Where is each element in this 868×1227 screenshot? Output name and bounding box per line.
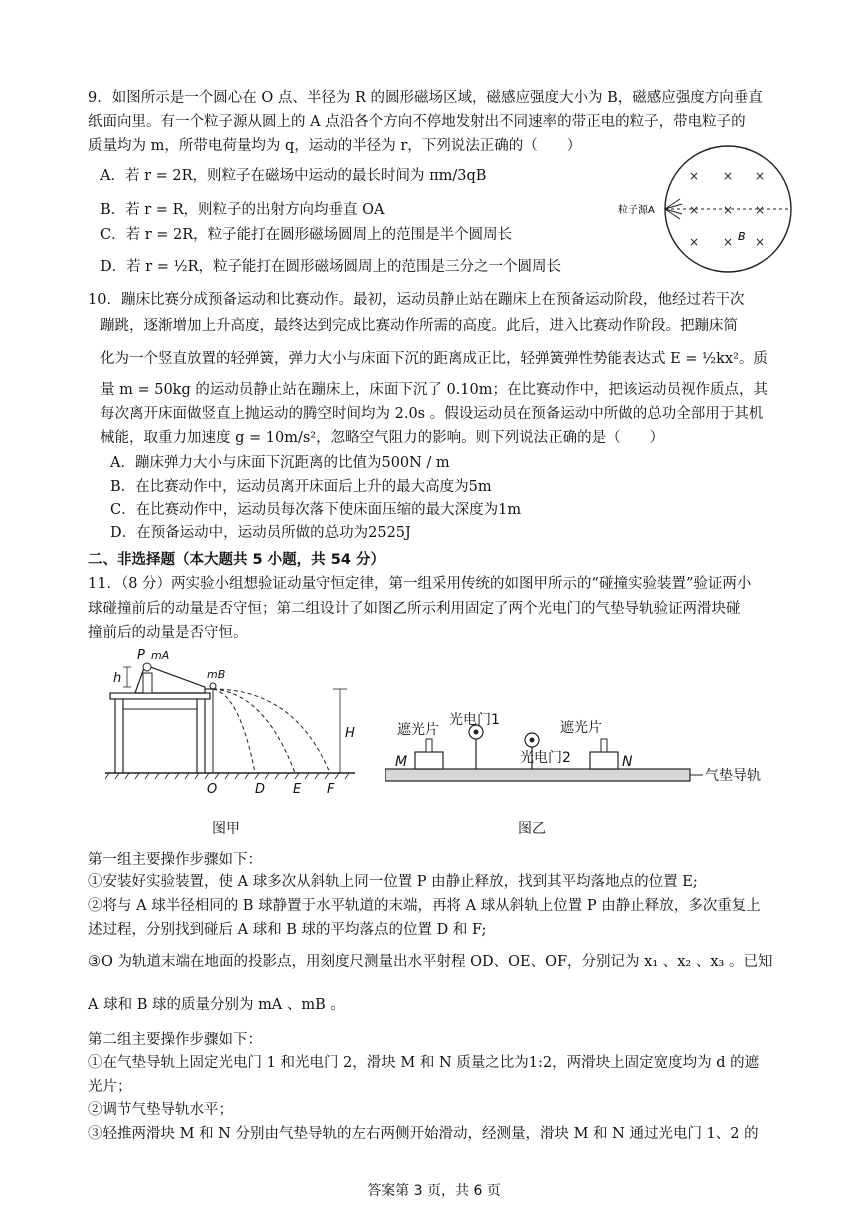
group2-title: 第二组主要操作步骤如下：: [88, 1032, 262, 1048]
group1-step-2b: 述过程，分别找到碰后 A 球和 B 球的平均落点的位置 D 和 F;: [88, 922, 487, 938]
label-M: M: [395, 754, 408, 770]
svg-text:×: ×: [754, 169, 766, 183]
group1-title: 第一组主要操作步骤如下：: [88, 852, 262, 868]
q10-option-b: B．在比赛动作中，运动员离开床面后上升的最大高度为5m: [110, 479, 492, 495]
q9-magnetic-field-figure: [610, 142, 810, 277]
section-heading: 二、非选择题（本大题共 5 小题，共 54 分）: [88, 552, 385, 568]
q9-line-1: 9．如图所示是一个圆心在 O 点、半径为 R 的圆形磁场区域，磁感应强度大小为 B，磁感应强度方向垂直: [88, 90, 763, 106]
q10-line-5: 每次离开床面做竖直上抛运动的腾空时间均为 2.0s 。假设运动员在预备运动中所做的总功全部用于其机: [100, 406, 764, 422]
group2-step-1b: 光片；: [88, 1079, 132, 1095]
label-N: N: [622, 754, 633, 770]
label-E: E: [293, 782, 302, 797]
q10-line-1: 10．蹦床比赛分成预备运动和比赛动作。最初，运动员静止站在蹦床上在预备运动阶段，他经过若干次: [88, 292, 745, 308]
figure-jia-caption: 图甲: [212, 821, 240, 837]
label-gate-2: 光电门2: [520, 750, 571, 766]
label-h: h: [113, 671, 122, 686]
label-gate-1: 光电门1: [449, 712, 500, 728]
label-P: P: [137, 648, 145, 663]
svg-text:×: ×: [688, 235, 700, 249]
q10-line-3: 化为一个竖直放置的轻弹簧，弹力大小与床面下沉的距离成正比，轻弹簧弹性势能表达式 E = ½kx²。质: [100, 351, 768, 367]
group1-step-3: ③O 为轨道末端在地面的投影点，用刻度尺测量出水平射程 OD、OE、OF，分别记为 x₁ 、x₂ 、x₃ 。已知: [88, 954, 773, 970]
svg-text:×: ×: [754, 235, 766, 249]
label-D: D: [255, 782, 266, 797]
group1-step-1: ①安装好实验装置，使 A 球多次从斜轨上同一位置 P 由静止释放，找到其平均落地点的位置 E;: [88, 874, 698, 890]
q9-option-b: B．若 r = R，则粒子的出射方向均垂直 OA: [100, 202, 385, 218]
q11-line-2: 球碰撞前后的动量是否守恒；第二组设计了如图乙所示利用固定了两个光电门的气垫导轨验证两滑块碰: [88, 601, 741, 617]
page-footer: 答案第 3 页，共 6 页: [367, 1183, 501, 1199]
q9-field-label: B: [738, 230, 746, 243]
q10-line-2: 蹦跳，逐渐增加上升高度，最终达到完成比赛动作所需的高度。此后，进入比赛动作阶段。把蹦床简: [100, 318, 738, 334]
q10-option-c: C．在比赛动作中，运动员每次落下使床面压缩的最大深度为1m: [110, 502, 522, 518]
q11-line-1: 11．（8 分）两实验小组想验证动量守恒定律，第一组采用传统的如图甲所示的“碰撞实验装置”验证两小: [88, 576, 752, 592]
q11-line-3: 撞前后的动量是否守恒。: [88, 625, 248, 641]
label-F: F: [327, 782, 335, 797]
q9-line-2: 纸面向里。有一个粒子源从圆上的 A 点沿各个方向不停地发射出不同速率的带正电的粒子，带电粒子的: [88, 114, 746, 130]
svg-text:×: ×: [688, 169, 700, 183]
q10-line-4: 量 m = 50kg 的运动员静止站在蹦床上，床面下沉了 0.10m；在比赛动作中，把该运动员视作质点，其: [100, 382, 768, 398]
label-shade-1: 遮光片: [397, 722, 439, 738]
figure-yi-air-track: [385, 712, 785, 792]
figure-jia-collision-apparatus: [105, 645, 360, 800]
q10-line-6: 械能，取重力加速度 g = 10m/s²，忽略空气阻力的影响。则下列说法正确的是（ ）: [100, 430, 665, 446]
label-O: O: [207, 782, 218, 797]
q9-line-3: 质量均为 m，所带电荷量均为 q，运动的半径为 r，下列说法正确的（ ）: [88, 138, 582, 154]
group2-step-3: ③轻推两滑块 M 和 N 分别由气垫导轨的左右两侧开始滑动，经测量，滑块 M 和 N 通过光电门 1、2 的: [88, 1126, 759, 1142]
label-mA: mA: [151, 649, 170, 662]
q10-option-d: D．在预备运动中，运动员所做的总功为2525J: [110, 525, 411, 541]
group1-step-3b: A 球和 B 球的质量分别为 mA 、mB 。: [88, 997, 345, 1013]
svg-text:×: ×: [688, 203, 700, 217]
q9-source-label: 粒子源A: [618, 205, 655, 216]
svg-text:×: ×: [754, 203, 766, 217]
label-shade-2: 遮光片: [560, 720, 602, 736]
label-H: H: [345, 726, 355, 741]
group2-step-1: ①在气垫导轨上固定光电门 1 和光电门 2，滑块 M 和 N 质量之比为1:2，两滑块上固定宽度均为 d 的遮: [88, 1055, 760, 1071]
svg-text:×: ×: [722, 235, 734, 249]
q10-option-a: A．蹦床弹力大小与床面下沉距离的比值为500N / m: [110, 455, 450, 471]
q9-option-d: D．若 r = ½R，粒子能打在圆形磁场圆周上的范围是三分之一个圆周长: [100, 259, 562, 275]
svg-text:×: ×: [722, 169, 734, 183]
figure-yi-caption: 图乙: [518, 821, 546, 837]
group1-step-2: ②将与 A 球半径相同的 B 球静置于水平轨道的末端，再将 A 球从斜轨上位置 P 由静止释放，多次重复上: [88, 898, 761, 914]
label-mB: mB: [207, 668, 226, 681]
svg-text:×: ×: [722, 203, 734, 217]
label-air-track: 气垫导轨: [705, 768, 761, 784]
group2-step-2: ②调节气垫导轨水平；: [88, 1102, 233, 1118]
q9-option-c: C．若 r = 2R，粒子能打在圆形磁场圆周上的范围是半个圆周长: [100, 227, 513, 243]
q9-option-a: A．若 r = 2R，则粒子在磁场中运动的最长时间为 πm/3qB: [100, 168, 487, 184]
